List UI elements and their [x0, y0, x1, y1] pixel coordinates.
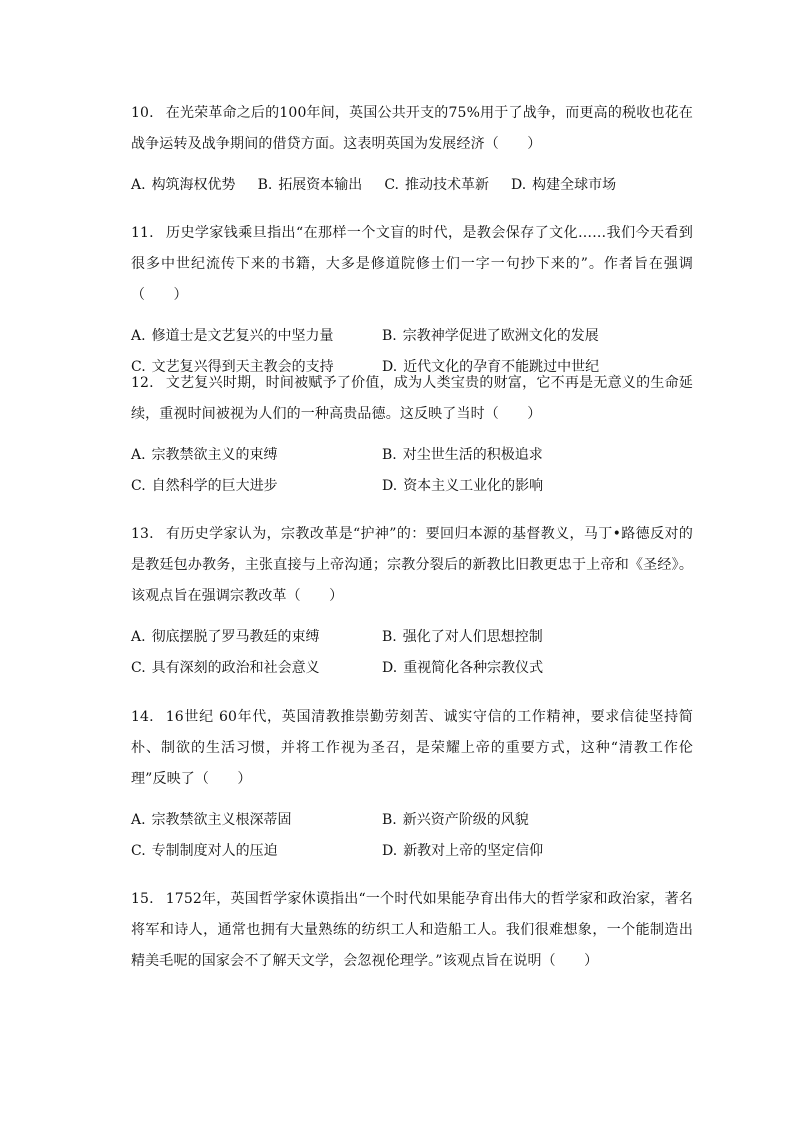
- option-d: D. 新教对上帝的坚定信仰: [382, 843, 544, 859]
- option-a: A. 宗教禁欲主义的束缚: [131, 447, 278, 463]
- question-number: 13.: [131, 526, 154, 542]
- question-stem: [131, 368, 693, 430]
- options: [131, 622, 693, 684]
- question-text: 在光荣革命之后的100年间，英国公共开支的75%用于了战争，而更高的税收也花在战争运转及战争期间的借贷方面。这表明英国为发展经济（ ）: [131, 105, 693, 152]
- options-row: [131, 170, 693, 201]
- question-13: [131, 519, 693, 684]
- option-c: C. 具有深刻的政治和社会意义: [131, 660, 320, 676]
- question-number: 15.: [131, 891, 154, 907]
- options: [131, 170, 693, 201]
- options-row: [131, 321, 693, 352]
- question-text: 文艺复兴时期，时间被赋予了价值，成为人类宝贵的财富，它不再是无意义的生命延续，重视时间被视为人们的一种高贵品德。这反映了当时（ ）: [131, 375, 693, 422]
- question-10: [131, 98, 693, 201]
- question-number: 11.: [131, 225, 154, 241]
- option-a: A. 宗教禁欲主义根深蒂固: [131, 812, 292, 828]
- question-text: 1752年，英国哲学家休谟指出“一个时代如果能孕育出伟大的哲学家和政治家，著名将军和诗人，通常也拥有大量熟练的纺织工人和造船工人。我们很难想象，一个能制造出精美毛呢的国家会不了解天文学，会忽视伦理学。”该观点旨在说明（ ）: [131, 891, 693, 969]
- question-text: 有历史学家认为，宗教改革是“护神”的：要回归本源的基督教义，马丁•路德反对的是教廷包办教务，主张直接与上帝沟通；宗教分裂后的新教比旧教更忠于上帝和《圣经》。该观点旨在强调宗教改革（ ）: [131, 526, 693, 604]
- option-d: D. 构建全球市场: [510, 177, 617, 193]
- options-row: [131, 471, 693, 502]
- question-number: 10.: [131, 105, 154, 121]
- option-c: C. 文艺复兴得到天主教会的支持: [131, 359, 334, 375]
- option-d: D. 近代文化的孕育不能跳过中世纪: [382, 359, 600, 375]
- option-d: D. 重视简化各种宗教仪式: [382, 660, 544, 676]
- option-a: A. 修道士是文艺复兴的中坚力量: [131, 328, 334, 344]
- options-row: [131, 836, 693, 867]
- option-a: A. 构筑海权优势: [131, 177, 236, 193]
- question-14: [131, 702, 693, 867]
- question-stem: [131, 702, 693, 795]
- options-row: [131, 622, 693, 653]
- question-text: 历史学家钱乘旦指出“在那样一个文盲的时代，是教会保存了文化……我们今天看到很多中世纪流传下来的书籍，大多是修道院修士们一字一句抄下来的”。作者旨在强调（ ）: [131, 225, 693, 303]
- question-text: 16世纪 60年代，英国清教推崇勤劳刻苦、诚实守信的工作精神，要求信徒坚持简朴、制欲的生活习惯，并将工作视为圣召，是荣耀上帝的重要方式，这种“清教工作伦理”反映了（ ）: [131, 709, 693, 787]
- options: [131, 440, 693, 502]
- option-d: D. 资本主义工业化的影响: [382, 478, 544, 494]
- options-row: [131, 805, 693, 836]
- question-11: [131, 218, 693, 383]
- options-row: [131, 653, 693, 684]
- option-c: C. 专制制度对人的压迫: [131, 843, 278, 859]
- option-c: C. 推动技术革新: [384, 177, 489, 193]
- question-number: 12.: [131, 375, 154, 391]
- question-stem: [131, 218, 693, 311]
- question-stem: [131, 519, 693, 612]
- question-stem: [131, 884, 693, 977]
- option-b: B. 宗教神学促进了欧洲文化的发展: [382, 328, 599, 344]
- option-a: A. 彻底摆脱了罗马教廷的束缚: [131, 629, 320, 645]
- question-15: [131, 884, 693, 977]
- option-c: C. 自然科学的巨大进步: [131, 478, 278, 494]
- question-number: 14.: [131, 709, 154, 725]
- option-b: B. 拓展资本输出: [257, 177, 363, 193]
- option-b: B. 对尘世生活的积极追求: [382, 447, 543, 463]
- options: [131, 805, 693, 867]
- option-b: B. 强化了对人们思想控制: [382, 629, 543, 645]
- options-row: [131, 440, 693, 471]
- question-stem: [131, 98, 693, 160]
- question-12: [131, 368, 693, 502]
- option-b: B. 新兴资产阶级的风貌: [382, 812, 529, 828]
